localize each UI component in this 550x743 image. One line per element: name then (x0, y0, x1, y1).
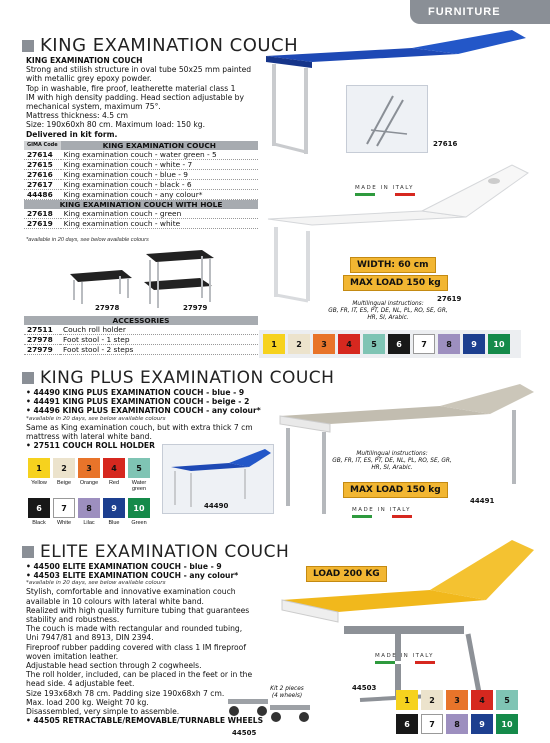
king-line: with metallic grey epoxy powder. (26, 74, 152, 84)
elite-item: • 44503 ELITE EXAMINATION COUCH - any colour* (26, 571, 239, 581)
colour-swatch-2: 2 (288, 334, 310, 354)
accessories-table (24, 316, 258, 355)
king-line: Strong and stilish structure in oval tube 50x25 mm painted (26, 65, 252, 75)
made-in-italy-text: MADE IN ITALY (352, 507, 411, 513)
elite-desc-line: Uni 7947/81 and 8913, DIN 2394. (26, 633, 154, 643)
made-in-italy-3 (375, 653, 435, 664)
flag-stripe (352, 515, 372, 518)
kingplus-item: • 44490 KING PLUS EXAMINATION COUCH - blue - 9 (26, 388, 245, 397)
title-bullet (22, 372, 34, 384)
colour-swatch-8: 8 (78, 498, 100, 518)
photo-code-44490: 44490 (204, 502, 229, 510)
king-description (26, 56, 286, 139)
product-code: 27511 (24, 325, 60, 335)
multilingual-line: HR, SI, Arabic. (371, 465, 413, 471)
elite-desc-line: head side. 4 adjustable feet. (26, 679, 135, 689)
photo-code-44505: 44505 (232, 729, 257, 737)
king-title-text: KING EXAMINATION COUCH (40, 35, 299, 56)
table-row (24, 170, 258, 180)
swatch-label: Water green (131, 480, 147, 492)
elite-title-text: ELITE EXAMINATION COUCH (40, 542, 290, 562)
swatch-label: Blue (108, 520, 120, 526)
kingplus-desc-line: Same as King examination couch, but with extra thick 7 cm (26, 422, 253, 432)
section-tab: FURNITURE (410, 0, 550, 24)
kingplus-swatches (28, 458, 168, 526)
kingplus-max-load-badge: MAX LOAD 150 kg (343, 482, 448, 498)
title-bullet (22, 546, 34, 558)
elite-desc-line: available in 10 colours with lateral white band. (26, 596, 204, 606)
table-row (24, 150, 258, 160)
availability-note: *available in 20 days, see below available colours (26, 415, 166, 422)
swatch-label: Lilac (83, 520, 95, 526)
colour-swatch-8: 8 (438, 334, 460, 354)
multilingual-instructions (318, 301, 458, 322)
swatch-row (28, 458, 168, 478)
mechanism-illustration (347, 86, 427, 152)
colour-swatch-4: 4 (338, 334, 360, 354)
product-desc: Foot stool - 1 step (60, 335, 258, 345)
colour-swatch-9: 9 (463, 334, 485, 354)
swatch-row (396, 690, 526, 710)
availability-note: *available in 20 days, see below available colours (26, 237, 149, 243)
table-row (24, 325, 258, 335)
kingplus-desc-line: mattress with lateral white band. (26, 431, 152, 441)
product-desc: Foot stool - 2 steps (60, 345, 258, 355)
product-code: 27615 (24, 160, 61, 170)
head-mechanism-inset (346, 85, 428, 153)
table-header: KING EXAMINATION COUCH (61, 141, 258, 150)
swatch-label-row (28, 480, 168, 492)
table-row (24, 219, 258, 229)
king-line: Mattress thickness: 4.5 cm (26, 111, 129, 121)
title-bullet (22, 40, 34, 52)
colour-swatch-1: 1 (28, 458, 50, 478)
photo-code-44491: 44491 (470, 497, 495, 505)
elite-wheels: • 44505 RETRACTABLE/REMOVABLE/TURNABLE WHEELS (26, 716, 264, 726)
product-desc: King examination couch - white (61, 219, 258, 229)
king-line: mechanical system, maximum 75°. (26, 102, 161, 112)
king-line: Top in washable, fire proof, leatherette material class 1 (26, 83, 236, 93)
product-code: 44486 (24, 190, 61, 200)
king-product-table (24, 141, 258, 229)
product-desc: King examination couch - black - 6 (61, 180, 258, 190)
table-subheader-row (24, 200, 258, 210)
product-code: 27978 (24, 335, 60, 345)
colour-swatch-5: 5 (128, 458, 150, 478)
kingplus-item: • 44491 KING PLUS EXAMINATION COUCH - beige - 2 (26, 397, 250, 407)
kingplus-item: • 44496 KING PLUS EXAMINATION COUCH - any colour* (26, 406, 261, 416)
swatch-row (28, 498, 168, 518)
table-row (24, 345, 258, 355)
colour-swatch-6: 6 (396, 714, 418, 734)
colour-swatch-9: 9 (103, 498, 125, 518)
elite-desc-line: Realized with high quality furniture tubing that guarantees (26, 605, 250, 615)
colour-swatch-5: 5 (496, 690, 518, 710)
elite-desc-line: Max. load 200 kg. Weight 70 kg. (26, 697, 149, 707)
colour-swatch-10: 10 (488, 334, 510, 354)
swatch-row (263, 334, 517, 354)
flag-stripe (375, 661, 395, 664)
table-row (24, 180, 258, 190)
product-desc: King examination couch - blue - 9 (61, 170, 258, 180)
swatch-label-row (28, 520, 168, 526)
made-in-italy-text: MADE IN ITALY (355, 185, 414, 191)
table-row (24, 335, 258, 345)
colour-swatch-7: 7 (53, 498, 75, 518)
colour-swatch-3: 3 (78, 458, 100, 478)
table-row (24, 160, 258, 170)
width-badge: WIDTH: 60 cm (350, 257, 436, 273)
flag-stripe (392, 515, 412, 518)
kit-label-line: (4 wheels) (271, 693, 303, 699)
swatch-label: Red (108, 480, 120, 486)
king-colour-swatches (259, 330, 521, 358)
max-load-badge: MAX LOAD 150 kg (343, 275, 448, 291)
elite-desc-line: woven imitation leather. (26, 651, 119, 661)
product-desc: King examination couch - green (61, 209, 258, 219)
product-desc: King examination couch - water green - 5 (61, 150, 258, 160)
multilingual-line: Multilingual instructions: (352, 301, 424, 307)
elite-desc-line: Stylish, comfortable and innovative examination couch (26, 587, 236, 597)
kingplus-title-text: KING PLUS EXAMINATION COUCH (40, 368, 335, 388)
swatch-label: Orange (79, 480, 99, 486)
elite-desc-line: The roll holder, included, can be placed in the feet or in the (26, 670, 253, 680)
elite-swatches (396, 690, 526, 734)
kit-label-line: Kit 2 pieces (270, 686, 304, 692)
colour-swatch-4: 4 (103, 458, 125, 478)
multilingual-line: Multilingual instructions: (356, 451, 428, 457)
colour-swatch-1: 1 (263, 334, 285, 354)
stool-code-1: 27978 (95, 304, 120, 312)
product-code: 27614 (24, 150, 61, 160)
product-code: 27617 (24, 180, 61, 190)
swatch-label: Yellow (31, 480, 47, 486)
colour-swatch-3: 3 (446, 690, 468, 710)
colour-swatch-2: 2 (421, 690, 443, 710)
kingplus-beige-couch-photo (276, 380, 538, 520)
colour-swatch-4: 4 (471, 690, 493, 710)
load-200-badge: LOAD 200 KG (306, 566, 387, 582)
king-line: Size: 190x60xh 80 cm. Maximum load: 150 kg. (26, 120, 205, 130)
elite-desc-line: stability and robustness. (26, 615, 120, 625)
product-code: 27618 (24, 209, 61, 219)
king-title (22, 35, 298, 56)
colour-swatch-3: 3 (313, 334, 335, 354)
table-subheader: KING EXAMINATION COUCH WITH HOLE (24, 200, 258, 210)
flag-stripe (395, 661, 415, 664)
foot-stools-photo (60, 248, 260, 314)
stool-code-2: 27979 (183, 304, 208, 312)
king-delivered: Delivered in kit form. (26, 129, 118, 139)
photo-code-27616: 27616 (433, 140, 458, 148)
kingplus-beige-illustration (276, 380, 538, 520)
multilingual-line: GB, FR, IT, ES, PT, DE, NL, PL, RO, SE, GR, (328, 308, 448, 314)
king-subtitle: KING EXAMINATION COUCH (26, 56, 143, 65)
availability-note: *available in 20 days, see below available colours (26, 580, 166, 587)
elite-desc-line: Adjustable head section through 2 cogwheels. (26, 661, 202, 671)
made-in-italy-2 (352, 507, 412, 518)
product-desc: Couch roll holder (60, 325, 258, 335)
foot-stool-illustration (60, 248, 260, 314)
colour-swatch-7: 7 (421, 714, 443, 734)
swatch-row (396, 714, 526, 734)
elite-desc-line: Fireproof rubber padding covered with class 1 IM fireproof (26, 642, 246, 652)
gima-code-header: GIMA Code (24, 141, 61, 150)
colour-swatch-5: 5 (363, 334, 385, 354)
elite-desc-line: Disassembled, very simple to assemble. (26, 707, 180, 717)
colour-swatch-6: 6 (388, 334, 410, 354)
swatch-label: White (56, 520, 72, 526)
colour-swatch-10: 10 (128, 498, 150, 518)
colour-swatch-1: 1 (396, 690, 418, 710)
product-code: 27616 (24, 170, 61, 180)
table-header-row (24, 141, 258, 150)
accessories-header: ACCESSORIES (24, 316, 258, 325)
kit-label (262, 686, 312, 700)
italy-flag (375, 661, 435, 664)
elite-item: • 44500 ELITE EXAMINATION COUCH - blue - 9 (26, 562, 222, 571)
swatch-label: Black (32, 520, 46, 526)
product-code: 27619 (24, 219, 61, 229)
photo-code-27619: 27619 (437, 295, 462, 303)
flag-stripe (415, 661, 435, 664)
colour-swatch-10: 10 (496, 714, 518, 734)
multilingual-line: HR, SI, Arabic. (367, 315, 409, 321)
italy-flag (352, 515, 412, 518)
product-desc: King examination couch - any colour* (61, 190, 258, 200)
multilingual-line: GB, FR, IT, ES, PT, DE, NL, PL, RO, SE, GR, (332, 458, 452, 464)
made-in-italy-text: MADE IN ITALY (375, 653, 434, 659)
colour-swatch-2: 2 (53, 458, 75, 478)
table-row (24, 190, 258, 200)
elite-desc-line: The couch is made with rectangular and rounded tubing, (26, 624, 243, 634)
swatch-label: Green (131, 520, 147, 526)
colour-swatch-9: 9 (471, 714, 493, 734)
elite-title (22, 542, 289, 562)
king-line: IM with high density padding. Head section adjustable by (26, 92, 244, 102)
photo-code-44503: 44503 (352, 684, 377, 692)
colour-swatch-8: 8 (446, 714, 468, 734)
colour-swatch-7: 7 (413, 334, 435, 354)
kingplus-multilingual (322, 451, 462, 472)
kingplus-description (26, 388, 281, 450)
swatch-label: Beige (56, 480, 72, 486)
elite-desc-line: Size 193x68xh 78 cm. Padding size 190x68xh 7 cm. (26, 688, 225, 698)
flag-stripe (372, 515, 392, 518)
kingplus-roll-holder: • 27511 COUCH ROLL HOLDER (26, 441, 155, 451)
table-header-row (24, 316, 258, 325)
product-code: 27979 (24, 345, 60, 355)
colour-swatch-6: 6 (28, 498, 50, 518)
product-desc: King examination couch - white - 7 (61, 160, 258, 170)
table-row (24, 209, 258, 219)
